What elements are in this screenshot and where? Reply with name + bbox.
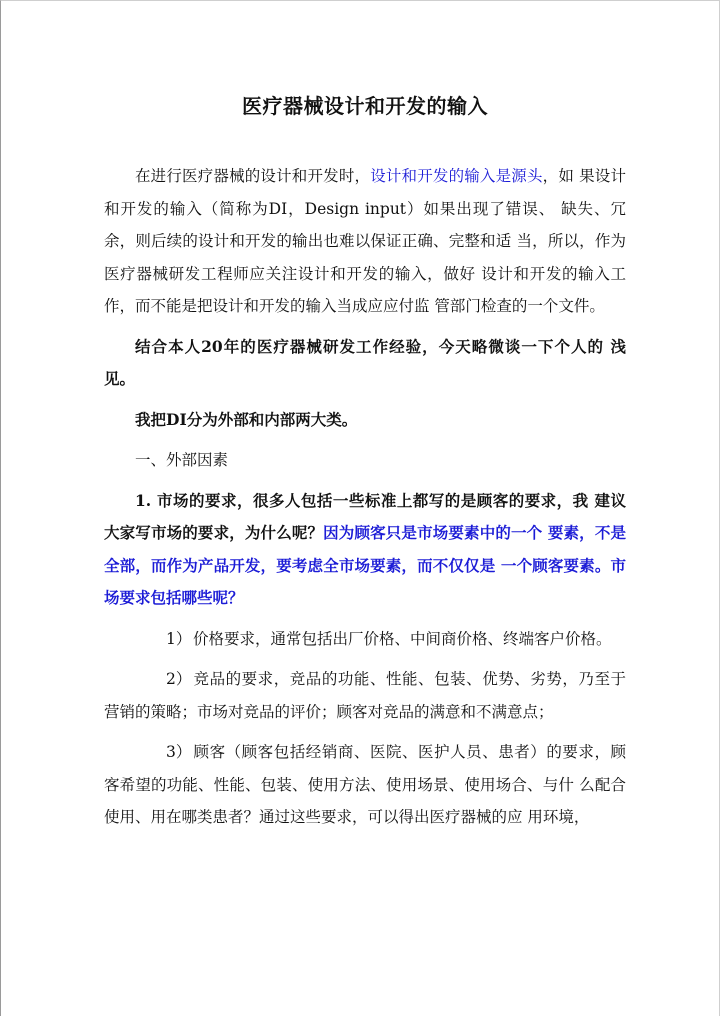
classification-paragraph: 我把DI分为外部和内部两大类。 [135,409,358,429]
list-item-competitors [104,663,626,728]
list-item-number: 1） [166,629,192,648]
list-item-customers [104,736,626,834]
list-item-number: 3） [166,743,192,761]
market-highlight: 因为顾客只是市场要素中的一个 要素，不是全部，而作为产品开发，要考虑全市场要素，而不仅仅是 一个顾客要素。市场要求包括哪些呢？ [104,523,626,607]
list-item-price [104,623,626,656]
list-item-text: 顾客（顾客包括经销商、医院、医护人员、患者）的要求，顾客希望的功能、性能、包装、使用方法、使用场景、使用场合、与什 么配合使用、用在哪类患者？通过这些要求，可以得出医疗器械的应 用环境， [104,743,626,826]
intro-paragraph [104,160,626,323]
section-heading-external: 一、外部因素 [135,451,229,469]
intro-text-after: ，如 果设计和开发的输入（简称为DI，Design input）如果出现了错误、 缺失、冗余，则后续的设计和开发的输出也难以保证正确、完整和适 当，所以，作为医疗器械研发工程师应关注设计和开发的输入，做好 设计和开发的输入工作，而不能是把设计和开发的输入当成应应付监 管部门检查的一个文件。 [104,167,626,315]
list-item-text: 竞品的要求，竞品的功能、性能、包装、优势、劣势，乃至于营销的策略；市场对竞品的评价；顾客对竞品的满意和不满意点； [104,670,626,721]
market-text-before: 1. 市场的要求，很多人包括一些标准上都写的是顾客的要求，我 建议大家写市场的要求，为什么呢？ [104,490,626,542]
intro-highlight: 设计和开发的输入是源头 [370,167,543,185]
list-item-text: 价格要求，通常包括出厂价格、中间商价格、终端客户价格。 [193,629,612,648]
experience-paragraph: 结合本人20年的医疗器械研发工作经验，今天略微谈一下个人的 浅见。 [104,336,626,388]
list-item-number: 2） [166,670,192,688]
document-body [104,92,626,834]
intro-text-before: 在进行医疗器械的设计和开发时， [135,167,371,185]
document-title: 医疗器械设计和开发的输入 [242,94,488,118]
market-paragraph [104,485,626,615]
